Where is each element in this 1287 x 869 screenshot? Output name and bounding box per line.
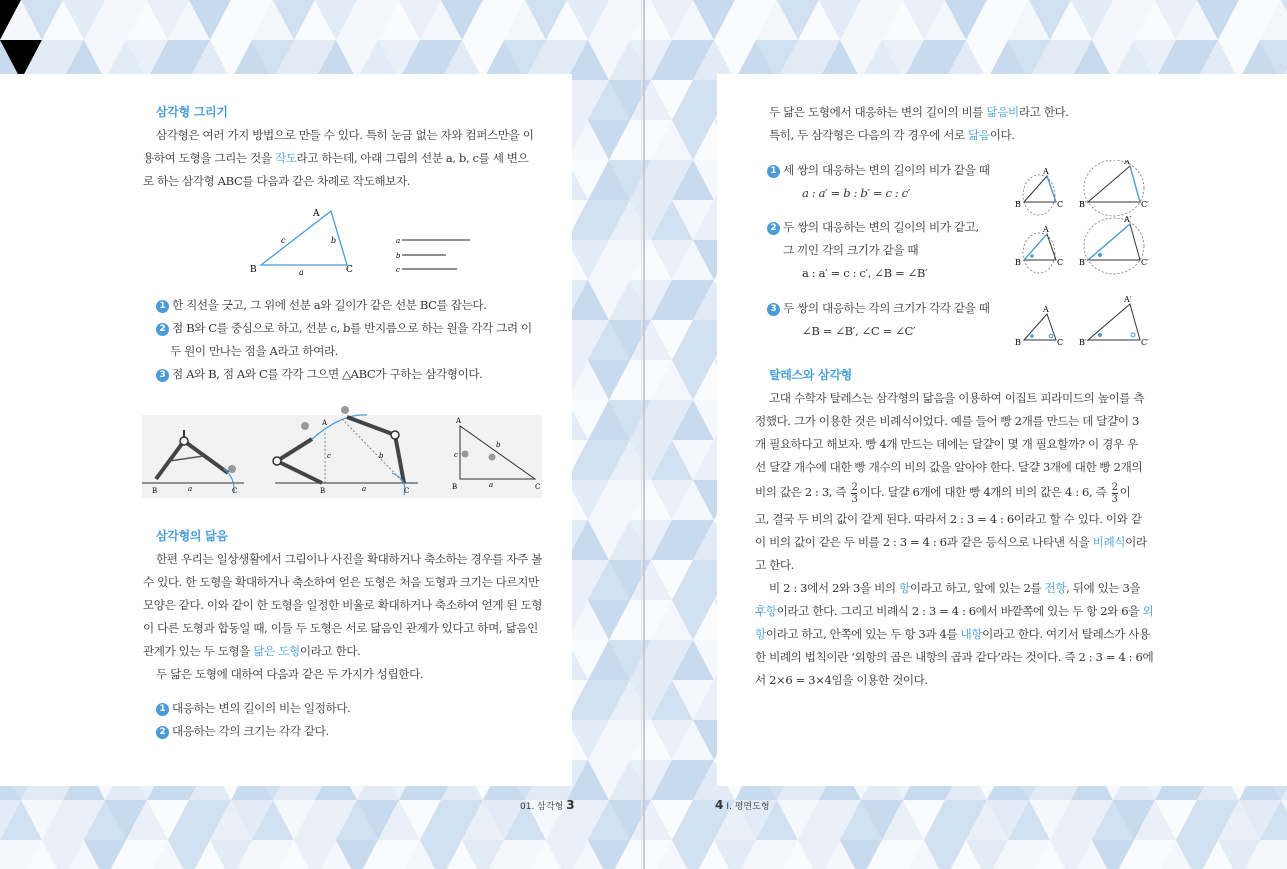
text-line: 항이라고 하고, 안쪽에 있는 두 항 3과 4를 내항이라고 한다. 여기서 탈레스가 사용 <box>755 627 1150 641</box>
text-line: 두 닮은 도형에 대하여 다음과 같은 두 가지가 성립한다. <box>156 667 424 681</box>
property-2: 2 대응하는 각의 크기는 각각 같다. <box>156 720 329 743</box>
condition-1-formula: a : a′ = b : b′ = c : c′ <box>802 186 910 200</box>
section-heading-triangle-drawing: 삼각형 그리기 <box>156 105 228 119</box>
sas-triangles <box>1015 215 1149 274</box>
vertex-b-label: B <box>250 265 257 275</box>
text-line: 이 다른 도형과 합동일 때, 이들 두 도형은 서로 닮음인 관계가 있다고 하며, 닮음인 <box>143 621 538 635</box>
figure-triangle-abc <box>245 203 485 278</box>
side-b-label: b <box>331 236 337 245</box>
svg-text:a: a <box>489 481 494 489</box>
text-line: 한편 우리는 일상생활에서 그림이나 사진을 확대하거나 축소하는 경우를 자주 볼 <box>156 552 542 566</box>
svg-text:B′: B′ <box>1079 338 1087 347</box>
svg-text:b: b <box>496 441 501 449</box>
condition-number-badge: 1 <box>767 165 780 178</box>
svg-text:C: C <box>1057 200 1064 209</box>
condition-3-formula: ∠B = ∠B′, ∠C = ∠C′ <box>802 324 916 338</box>
page-number: 4 <box>715 798 724 812</box>
section-heading-similarity: 삼각형의 닮음 <box>156 529 228 543</box>
svg-text:C: C <box>404 487 410 495</box>
figure-similarity-conditions <box>1012 160 1152 350</box>
property-number-badge: 1 <box>156 703 169 716</box>
svg-text:B′: B′ <box>1079 258 1087 267</box>
svg-text:A: A <box>322 419 328 427</box>
svg-text:C: C <box>1057 258 1064 267</box>
text-line: 특히, 두 삼각형은 다음의 각 경우에 서로 닮음이다. <box>769 128 1015 142</box>
gutter-shadow <box>641 0 642 869</box>
text-line: 용하여 도형을 그리는 것을 작도라고 하는데, 아래 그림의 선분 a, b, c를 세 변으 <box>143 151 529 165</box>
step-2-continued: 두 원이 만나는 점을 A라고 하여라. <box>170 344 339 358</box>
text-line: 비 2 : 3에서 2와 3을 비의 항이라고 하고, 앞에 있는 2를 전항, 뒤에 있는 3을 <box>769 581 1141 595</box>
step-number-badge: 1 <box>156 300 169 313</box>
side-a-label: a <box>299 268 304 277</box>
svg-text:B: B <box>1015 338 1021 347</box>
svg-text:A: A <box>1043 167 1049 176</box>
step-2: 2 점 B와 C를 중심으로 하고, 선분 c, b를 반지름으로 하는 원을 각각 그려 이 <box>156 317 532 340</box>
text-line: 개 필요하다고 해보자. 빵 4개 만드는 데에는 달걀이 몇 개 필요할까? 이 경우 우 <box>755 437 1138 451</box>
text-line: 관계가 있는 두 도형을 닮은 도형이라고 한다. <box>143 644 361 658</box>
text-line: 정했다. 그가 이용한 것은 비례식이었다. 예를 들어 빵 2개를 만드는 데 달걀이 3 <box>755 414 1139 428</box>
text-line: 선 달걀 개수에 대한 빵 개수의 비의 값을 알아야 한다. 달걀 3개에 대한 빵 2개의 <box>755 460 1143 474</box>
step-number-badge: 2 <box>156 323 169 336</box>
page-gutter <box>643 0 645 869</box>
text-line: 이 비의 값이 같은 두 비를 2 : 3 = 4 : 6과 같은 등식으로 나타낸 식을 비례식이라 <box>755 535 1147 549</box>
segment-a-label: a <box>396 237 401 245</box>
figure-compass-construction <box>142 403 542 498</box>
svg-text:A: A <box>456 417 462 425</box>
svg-text:B′: B′ <box>1079 200 1087 209</box>
term-proportion: 비례식 <box>1092 535 1126 549</box>
text-line: 고, 결국 두 비의 값이 같게 된다. 따라서 2 : 3 = 4 : 6이라고 할 수 있다. 이와 같 <box>755 512 1142 526</box>
svg-text:b: b <box>379 452 384 460</box>
text-line: 모양은 같다. 이와 같이 한 도형을 일정한 비율로 확대하거나 축소하여 얻게 된 도형 <box>143 598 543 612</box>
property-1: 1 대응하는 변의 길이의 비는 일정하다. <box>156 697 350 720</box>
svg-text:A′: A′ <box>1124 160 1132 166</box>
condition-2-formula: a : a′ = c : c′, ∠B = ∠B′ <box>802 266 928 280</box>
term-outer-end: 항 <box>755 627 766 641</box>
svg-text:A: A <box>1043 225 1049 234</box>
svg-text:B: B <box>1015 258 1021 267</box>
aa-triangles <box>1015 295 1149 347</box>
text-line: 고대 수학자 탈레스는 삼각형의 닮음을 이용하여 이집트 피라미드의 높이를 측 <box>769 391 1145 405</box>
text-line: 고 한다. <box>755 558 794 572</box>
svg-text:C: C <box>232 487 238 495</box>
text-line: 로 하는 삼각형 ABC를 다음과 같은 차례로 작도해보자. <box>143 174 411 188</box>
text-line: 수 있다. 한 도형을 확대하거나 축소하여 얻은 도형은 처음 도형과 크기는 다르지만 <box>143 575 539 589</box>
svg-text:c: c <box>454 451 458 459</box>
term-similar-figures: 닮은 도형 <box>253 644 300 658</box>
text-line: 두 닮은 도형에서 대응하는 변의 길이의 비를 닮음비라고 한다. <box>769 105 1069 119</box>
svg-text:c: c <box>327 452 331 460</box>
condition-2-line2: 그 끼인 각의 크기가 같을 때 <box>783 243 919 257</box>
sss-triangles <box>1015 160 1149 216</box>
step-3: 3 점 A와 B, 점 A와 C를 각각 그으면 △ABC가 구하는 삼각형이다. <box>156 363 482 386</box>
section-heading-thales: 탈레스와 삼각형 <box>769 368 852 382</box>
svg-text:a: a <box>362 485 367 493</box>
svg-text:C: C <box>535 483 541 491</box>
condition-3: 3 두 쌍의 대응하는 각의 크기가 각각 같을 때 <box>767 297 990 320</box>
svg-text:A′: A′ <box>1124 295 1132 304</box>
svg-text:C: C <box>1057 338 1064 347</box>
term-inner-terms: 내항 <box>960 627 983 641</box>
condition-number-badge: 3 <box>767 303 780 316</box>
step-number-badge: 3 <box>156 369 169 382</box>
svg-text:C′: C′ <box>1141 200 1149 209</box>
segment-b-label: b <box>396 252 401 260</box>
term-outer-start: 외 <box>1142 604 1154 618</box>
svg-text:A: A <box>1043 305 1049 314</box>
svg-text:A′: A′ <box>1124 215 1132 224</box>
text-line: 한 비례의 법칙이란 ‘외항의 곱은 내항의 곱과 같다’라는 것이다. 즉 2 : 3 = 4 : 6에 <box>755 650 1154 664</box>
text-line: 후항이라고 한다. 그리고 비례식 2 : 3 = 4 : 6에서 바깥쪽에 있는 두 항 2와 6을 외 <box>755 604 1154 618</box>
svg-text:B: B <box>320 487 326 495</box>
term-term: 항 <box>899 581 910 595</box>
step-1: 1 한 직선을 긋고, 그 위에 선분 a와 길이가 같은 선분 BC를 잡는다. <box>156 294 486 317</box>
text-line: 서 2×6 = 3×4임을 이용한 것이다. <box>755 673 928 687</box>
fraction-two-thirds: $\frac{2}{3}$ <box>1111 481 1118 505</box>
term-construction: 작도 <box>274 151 297 165</box>
page-number: 3 <box>566 798 575 812</box>
svg-text:B: B <box>1015 200 1021 209</box>
term-consequent: 후항 <box>755 604 777 618</box>
left-page-footer: 01. 삼각형 3 <box>520 798 575 812</box>
side-c-label: c <box>281 236 286 245</box>
svg-text:B: B <box>452 483 458 491</box>
text-line: 삼각형은 여러 가지 방법으로 만들 수 있다. 특히 눈금 없는 자와 컴퍼스만을 이 <box>156 128 534 142</box>
vertex-a-label: A <box>313 209 320 219</box>
fraction-two-thirds: $\frac{2}{3}$ <box>851 481 858 505</box>
term-similarity-ratio: 닮음비 <box>986 105 1019 119</box>
svg-text:C′: C′ <box>1141 338 1149 347</box>
condition-1: 1 세 쌍의 대응하는 변의 길이의 비가 같을 때 <box>767 159 990 182</box>
segment-c-label: c <box>396 266 400 274</box>
term-antecedent: 전항 <box>1044 581 1067 595</box>
text-line-with-fractions: 비의 값은 2 : 3, 즉 $\frac{2}{3}$ 이다. 달걀 6개에 대한 빵 4개의 비의 값은 4 : 6, 즉 $\frac{2}{3}$ 이 <box>755 481 1131 505</box>
vertex-c-label: C <box>346 265 353 275</box>
svg-text:a: a <box>188 485 193 493</box>
svg-text:B: B <box>152 487 158 495</box>
property-number-badge: 2 <box>156 726 169 739</box>
term-similar: 닮음 <box>968 128 990 142</box>
condition-number-badge: 2 <box>767 222 780 235</box>
condition-2: 2 두 쌍의 대응하는 변의 길이의 비가 같고, <box>767 216 979 239</box>
right-page-footer: 4 Ⅰ. 평면도형 <box>715 798 770 812</box>
svg-text:C′: C′ <box>1141 258 1149 267</box>
